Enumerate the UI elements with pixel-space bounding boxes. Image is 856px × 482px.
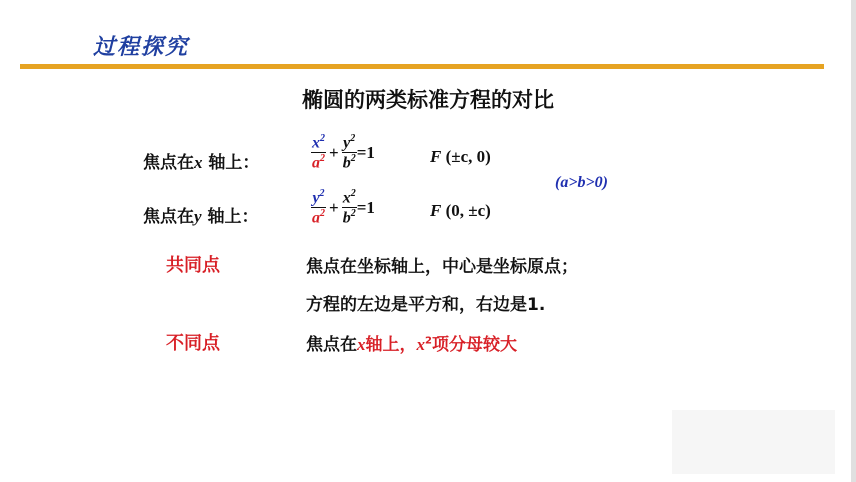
fraction-numerator: $x^2$ (342, 188, 356, 207)
window-edge (851, 0, 856, 482)
fraction-numerator: $y^2$ (312, 188, 325, 207)
fraction-x-over-a (311, 134, 326, 172)
difference-suffix: 项分母较大 (431, 335, 517, 355)
parameter-condition: (a>b>0) (555, 174, 608, 191)
header-divider (20, 64, 824, 69)
difference-expression: $x^2$ (416, 335, 432, 354)
row-label-y-axis (143, 202, 258, 227)
row-label-suffix: 轴上： (202, 153, 260, 173)
focus-coordinates-x-axis (430, 147, 491, 167)
common-line-1: 焦点在坐标轴上，中心是坐标原点； (306, 257, 578, 277)
header-title: 过程探究 (93, 35, 190, 60)
fraction-numerator: $x^2$ (312, 133, 325, 152)
row-label-prefix: 焦点在 (143, 207, 194, 227)
corner-overlay (672, 410, 835, 474)
fraction-y-over-a (311, 189, 326, 227)
common-label: 共同点 (166, 255, 220, 276)
difference-prefix: 焦点在 (306, 335, 357, 355)
row-label-prefix: 焦点在 (143, 153, 194, 173)
difference-mid: 轴上， (365, 335, 417, 355)
row-label-var: y (194, 207, 202, 226)
equals-one: =1 (356, 142, 375, 162)
row-label-suffix: 轴上： (201, 207, 259, 227)
focus-symbol: F (430, 201, 442, 220)
focus-coords: (±c, 0) (441, 147, 491, 166)
fraction-denominator: $a^2$ (312, 153, 325, 172)
focus-symbol: F (430, 147, 442, 166)
difference-text (306, 330, 517, 355)
fraction-denominator: $b^2$ (342, 208, 356, 227)
equation-x-axis (311, 134, 375, 172)
equation-y-axis (311, 189, 375, 227)
fraction-x-over-b (342, 189, 357, 227)
row-label-x-axis (143, 148, 259, 173)
fraction-denominator: $b^2$ (342, 153, 356, 172)
main-title: 椭圆的两类标准方程的对比 (302, 88, 554, 112)
common-line-2: 方程的左边是平方和，右边是1. (306, 295, 546, 315)
fraction-y-over-b (342, 134, 357, 172)
plus-sign: + (329, 197, 339, 217)
fraction-denominator: $a^2$ (312, 208, 325, 227)
difference-axis-var: x (357, 335, 366, 354)
focus-coords: (0, ±c) (441, 201, 491, 220)
plus-sign: + (329, 142, 339, 162)
fraction-numerator: $y^2$ (343, 133, 356, 152)
row-label-var: x (194, 153, 203, 172)
focus-coordinates-y-axis (430, 201, 491, 221)
equals-one: =1 (356, 197, 375, 217)
difference-label: 不同点 (166, 333, 220, 354)
